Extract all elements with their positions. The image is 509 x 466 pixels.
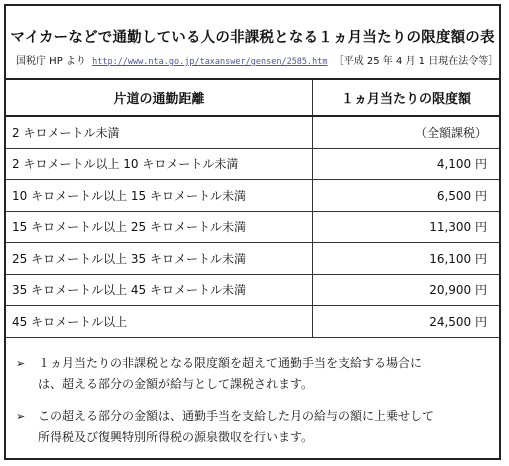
distance-cell: 35 キロメートル以上 45 キロメートル未満	[6, 275, 313, 306]
note-line: 所得税及び復興特別所得税の源泉徴収を行います。	[38, 430, 314, 444]
source-prefix: 国税庁 HP より	[16, 56, 86, 67]
distance-cell: 10 キロメートル以上 15 キロメートル未満	[6, 180, 313, 211]
limit-cell: 16,100 円	[429, 251, 487, 266]
distance-cell: 2 キロメートル未満	[6, 117, 313, 148]
limit-cell: 20,900 円	[429, 283, 487, 298]
arrow-bullet-icon: ➢	[16, 357, 26, 370]
note-line: は、超える部分の金額が給与として課税されます。	[38, 377, 314, 391]
limit-table	[6, 78, 499, 338]
arrow-bullet-icon: ➢	[16, 410, 26, 423]
header-limit: １ヵ月当たりの限度額	[340, 92, 471, 107]
header-distance: 片道の通勤距離	[6, 80, 313, 115]
table-row	[6, 117, 499, 149]
limit-cell: 4,100 円	[436, 157, 487, 172]
document-frame	[4, 4, 501, 460]
distance-cell: 25 キロメートル以上 35 キロメートル未満	[6, 243, 313, 274]
distance-cell: 2 キロメートル以上 10 キロメートル未満	[6, 149, 313, 180]
table-row	[6, 212, 499, 244]
document-header	[6, 6, 499, 78]
limit-cell: （全額課税）	[414, 125, 487, 140]
table-header-row	[6, 80, 499, 117]
source-date-note: ［平成 25 年 4 月 1 日現在法令等］	[333, 56, 499, 67]
limit-cell: 6,500 円	[436, 188, 487, 203]
note-line: この超える部分の金額は、通勤手当を支給した月の給与の額に上乗せして	[38, 409, 435, 423]
distance-cell: 45 キロメートル以上	[6, 306, 313, 337]
distance-cell: 15 キロメートル以上 25 キロメートル未満	[6, 212, 313, 243]
limit-cell: 24,500 円	[429, 314, 487, 329]
table-row	[6, 180, 499, 212]
table-row	[6, 149, 499, 181]
table-row	[6, 306, 499, 338]
note-item	[16, 406, 478, 448]
limit-cell: 11,300 円	[429, 220, 487, 235]
table-row	[6, 275, 499, 307]
note-line: １ヵ月当たりの非課税となる限度額を超えて通勤手当を支給する場合に	[38, 356, 423, 370]
table-row	[6, 243, 499, 275]
source-line	[16, 52, 498, 67]
page-title: マイカーなどで通勤している人の非課税となる１ヵ月当たりの限度額の表	[10, 30, 495, 46]
source-url-link[interactable]: http://www.nta.go.jp/taxanswer/gensen/2585.htm	[92, 57, 328, 67]
note-item	[16, 353, 478, 395]
